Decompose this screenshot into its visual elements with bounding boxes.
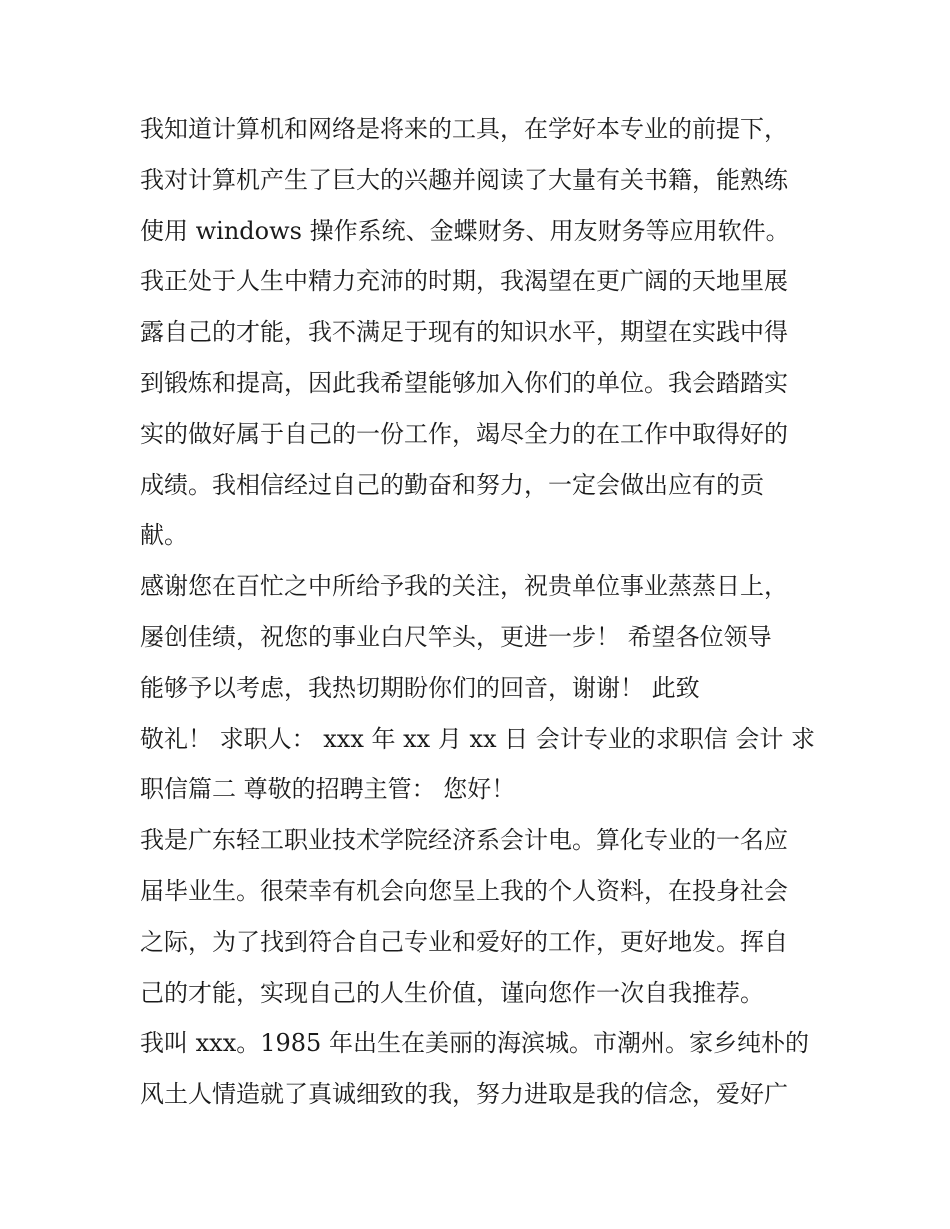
- text-line: 实的做好属于自己的一份工作，竭尽全力的在工作中取得好的: [140, 419, 788, 448]
- text-line: 风土人情造就了真诚细致的我，努力进取是我的信念，爱好广: [140, 1080, 788, 1109]
- text-line: 献。: [140, 521, 188, 550]
- text-line: 我知道计算机和网络是将来的工具，在学好本专业的前提下，: [140, 115, 788, 143]
- text-line: 露自己的才能，我不满足于现有的知识水平，期望在实践中得: [140, 318, 788, 347]
- text-line: 到锻炼和提高，因此我希望能够加入你们的单位。我会踏踏实: [140, 368, 788, 397]
- text-line: 敬礼！ 求职人： xxx 年 xx 月 xx 日 会计专业的求职信 会计 求: [140, 724, 816, 753]
- text-line: 我是广东轻工职业技术学院经济系会计电。算化专业的一名应: [140, 826, 788, 855]
- text-line: 之际，为了找到符合自己专业和爱好的工作，更好地发。挥自: [140, 927, 788, 956]
- text-line: 职信篇二 尊敬的招聘主管： 您好！: [140, 775, 516, 804]
- text-line: 屡创佳绩，祝您的事业白尺竿头，更进一步！ 希望各位领导: [140, 622, 772, 651]
- document-body: [140, 104, 830, 1120]
- text-line: 己的才能，实现自己的人生价值，谨向您作一次自我推荐。: [140, 978, 764, 1007]
- text-line: 届毕业生。很荣幸有机会向您呈上我的个人资料，在投身社会: [140, 876, 788, 905]
- text-line: 感谢您在百忙之中所给予我的关注，祝贵单位事业蒸蒸日上，: [140, 572, 788, 601]
- text-line: 使用 windows 操作系统、金蝶财务、用友财务等应用软件。: [140, 216, 790, 245]
- text-line: 能够予以考虑，我热切期盼你们的回音，谢谢！ 此致: [140, 673, 700, 702]
- text-line: 我正处于人生中精力充沛的时期，我渴望在更广阔的天地里展: [140, 267, 788, 296]
- text-line: 我对计算机产生了巨大的兴趣并阅读了大量有关书籍，能熟练: [140, 165, 788, 194]
- text-line: 成绩。我相信经过自己的勤奋和努力，一定会做出应有的贡: [140, 470, 764, 499]
- text-line: 我叫 xxx。1985 年出生在美丽的海滨城。市潮州。家乡纯朴的: [140, 1029, 809, 1058]
